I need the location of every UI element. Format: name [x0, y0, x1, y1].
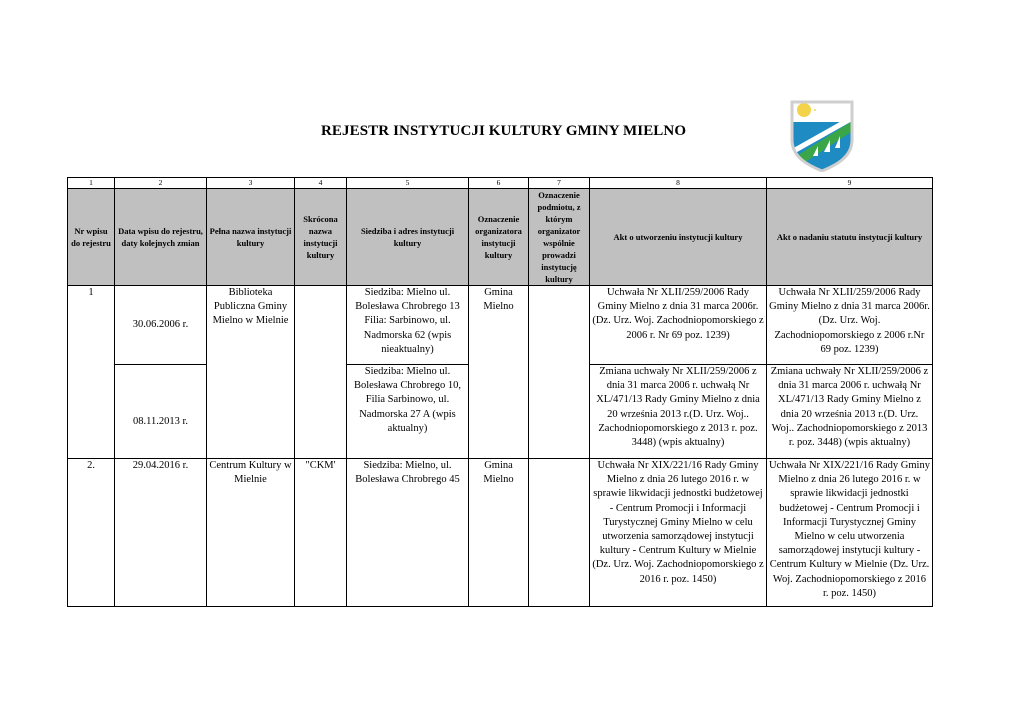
column-number: 7	[529, 178, 590, 189]
seat-address: Siedziba: Mielno ul. Bolesława Chrobrego 10, Filia Sarbinowo, ul. Nadmorska 27 A (wpis aktualny)	[347, 365, 469, 459]
seat-address: Siedziba: Mielno ul. Bolesława Chrobrego 13 Filia: Sarbinowo, ul. Nadmorska 62 (wpis nieaktualny)	[347, 286, 469, 365]
header-full-name: Pełna nazwa instytucji kultury	[207, 189, 295, 286]
table-row	[68, 286, 933, 365]
header-co-organizer: Oznaczenie podmiotu, z którym organizator wspólnie prowadzi instytucję kultury	[529, 189, 590, 286]
full-name: Biblioteka Publiczna Gminy Mielno w Mielnie	[207, 286, 295, 459]
organizer: Gmina Mielno	[469, 459, 529, 607]
column-number: 2	[115, 178, 207, 189]
header-short-name: Skrócona nazwa instytucji kultury	[295, 189, 347, 286]
entry-date: 29.04.2016 r.	[115, 459, 207, 607]
creation-act: Uchwała Nr XIX/221/16 Rady Gminy Mielno z dnia 26 lutego 2016 r. w sprawie likwidacji jednostki budżetowej - Centrum Promocji i Informacji Turystycznej Gminy Mielno w celu utworzenia samorządowej instytucji kultury - Centrum Kultury w Mielnie (Dz. Urz. Woj. Zachodniopomorskiego z 2016 r. poz. 1450)	[590, 459, 767, 607]
statute-act: Zmiana uchwały Nr XLII/259/2006 z dnia 31 marca 2006 r. uchwałą Nr XL/471/13 Rady Gminy Mielno z dnia 20 września 2013 r.(D. Urz. Woj.. Zachodniopomorskiego z 2013 r. poz. 3448) (wpis aktualny)	[767, 365, 933, 459]
entry-number: 1	[68, 286, 115, 459]
entry-date: 08.11.2013 r.	[115, 365, 207, 459]
column-number: 5	[347, 178, 469, 189]
full-name: Centrum Kultury w Mielnie	[207, 459, 295, 607]
header-creation-act: Akt o utworzeniu instytucji kultury	[590, 189, 767, 286]
seat-address: Siedziba: Mielno, ul. Bolesława Chrobrego 45	[347, 459, 469, 607]
organizer: Gmina Mielno	[469, 286, 529, 459]
co-organizer	[529, 286, 590, 459]
creation-act: Uchwała Nr XLII/259/2006 Rady Gminy Mielno z dnia 31 marca 2006r.(Dz. Urz. Woj. Zachodniopomorskiego z 2006 r. Nr 69 poz. 1239)	[590, 286, 767, 365]
column-number: 8	[590, 178, 767, 189]
column-number: 4	[295, 178, 347, 189]
column-number: 9	[767, 178, 933, 189]
entry-date: 30.06.2006 r.	[115, 286, 207, 365]
co-organizer	[529, 459, 590, 607]
column-number: 1	[68, 178, 115, 189]
statute-act: Uchwała Nr XIX/221/16 Rady Gminy Mielno z dnia 26 lutego 2016 r. w sprawie likwidacji jednostki budżetowej - Centrum Promocji i Informacji Turystycznej Gminy Mielno w celu utworzenia samorządowej instytucji kultury - Centrum Kultury w Mielnie (Dz. Urz. Woj. Zachodniopomorskiego z 2016 r. poz. 1450)	[767, 459, 933, 607]
short-name	[295, 286, 347, 459]
header-seat: Siedziba i adres instytucji kultury	[347, 189, 469, 286]
column-number: 3	[207, 178, 295, 189]
column-number: 6	[469, 178, 529, 189]
mielno-coat-of-arms-icon	[790, 100, 854, 172]
statute-act: Uchwała Nr XLII/259/2006 Rady Gminy Mielno z dnia 31 marca 2006r.(Dz. Urz. Woj. Zachodniopomorskiego z 2006 r.Nr 69 poz. 1239)	[767, 286, 933, 365]
table-row	[68, 459, 933, 607]
entry-number: 2.	[68, 459, 115, 607]
header-organizer: Oznaczenie organizatora instytucji kultury	[469, 189, 529, 286]
column-number-row	[68, 178, 933, 189]
header-nr: Nr wpisu do rejestru	[68, 189, 115, 286]
header-statute-act: Akt o nadaniu statutu instytucji kultury	[767, 189, 933, 286]
header-row	[68, 189, 933, 286]
institutions-register-table	[67, 177, 933, 607]
creation-act: Zmiana uchwały Nr XLII/259/2006 z dnia 31 marca 2006 r. uchwałą Nr XL/471/13 Rady Gminy Mielno z dnia 20 września 2013 r.(D. Urz. Woj.. Zachodniopomorskiego z 2013 r. poz. 3448) (wpis aktualny)	[590, 365, 767, 459]
short-name: "CKM'	[295, 459, 347, 607]
page-title: REJESTR INSTYTUCJI KULTURY GMINY MIELNO	[321, 123, 687, 139]
header-date: Data wpisu do rejestru, daty kolejnych zmian	[115, 189, 207, 286]
